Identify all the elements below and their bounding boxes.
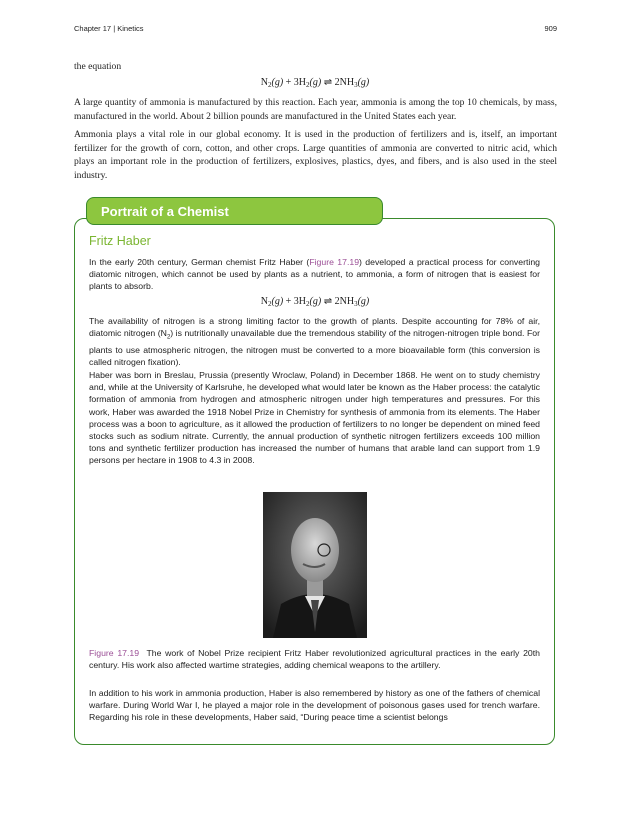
chapter-title: Chapter 17 | Kinetics [74, 24, 144, 33]
chemist-name-heading: Fritz Haber [89, 234, 151, 248]
feature-banner-label: Portrait of a Chemist [101, 204, 229, 219]
intro-lead: the equation [74, 61, 122, 72]
ammonia-economy-paragraph: Ammonia plays a vital role in our global economy. It is used in the production of fertilizers and is, itself, an important fertilizer for the growth of corn, cotton, and other crops. Large quantities of ammonia are converted to nitric acid, which plays an important role in the production of fertilizers, explosives, plastics, dyes, and fibers, and is also used in the steel industry. [74, 129, 557, 181]
feature-paragraph-3: Haber was born in Breslau, Prussia (presently Wroclaw, Poland) in December 1868. He went on to study chemistry and, while at the University of Karlsruhe, he developed what would later be known as the Haber process: the catalytic formation of ammonia from hydrogen and atmospheric nitrogen under high temperatures and pressures. For this work, Haber was awarded the 1918 Nobel Prize in Chemistry for synthesis of ammonia from its elements. The Haber process was a boon to agriculture, as it allowed the production of fertilizers to no longer be dependent on mined feed stocks such as sodium nitrate. Currently, the annual production of synthetic nitrogen fertilizers exceeds 100 million tons and synthetic fertilizer production has increased the number of humans that arable land can support from 1.9 persons per hectare in 1908 to 4.3 in 2008. [89, 370, 540, 466]
figure-reference-link[interactable]: Figure 17.19 [309, 257, 360, 267]
feature-paragraph-2: The availability of nitrogen is a strong limiting factor to the growth of plants. Despite accounting for 78% of air, diatomic nitrogen $(N_2)$ is nutritionally unavailable due the tremendous stability of the nitrogen-nitrogen triple bond. For plants to use atmospheric nitrogen, the nitrogen must be converted to a more bioavailable form (this conversion is called nitrogen fixation). [89, 316, 540, 368]
ammonia-production-paragraph: A large quantity of ammonia is manufactured by this reaction. Each year, ammonia is among the top 10 chemicals, by mass, manufactured in the world. About 2 billion pounds are manufactured in the United States each year. [74, 97, 557, 122]
feature-banner [86, 197, 383, 225]
feature-paragraph-1: In the early 20th century, German chemist Fritz Haber (Figure 17.19) developed a practical process for converting diatomic nitrogen, which cannot be used by plants as a nutrient, to ammonia, a form of nitrogen that is easiest for plants to absorb. [89, 257, 541, 292]
page-header [74, 24, 557, 36]
portrait-photo-illustration [263, 492, 367, 638]
page-number: 909 [544, 24, 557, 33]
haber-equation: $N_2(g) + 3H_2(g)$ ⇌ $2NH_3(g)$ [260, 77, 370, 89]
figure-caption-label: Figure 17.19 [89, 648, 140, 658]
figure-caption: Figure 17.19 The work of Nobel Prize recipient Fritz Haber revolutionized agricultural practices in the early 20th century. His work also affected wartime strategies, adding chemical weapons to the artillery. [89, 648, 541, 671]
feature-paragraph-4: In addition to his work in ammonia production, Haber is also remembered by history as one of the fathers of chemical warfare. During World War I, he played a major role in the development of poisonous gases used for trench warfare. Regarding his role in these developments, Haber said, “During peace time a scientist belongs [89, 688, 540, 723]
fritz-haber-photo [263, 492, 367, 638]
feature-equation: $N_2(g) + 3H_2(g)$ ⇌ $2NH_3(g)$ [260, 296, 370, 308]
